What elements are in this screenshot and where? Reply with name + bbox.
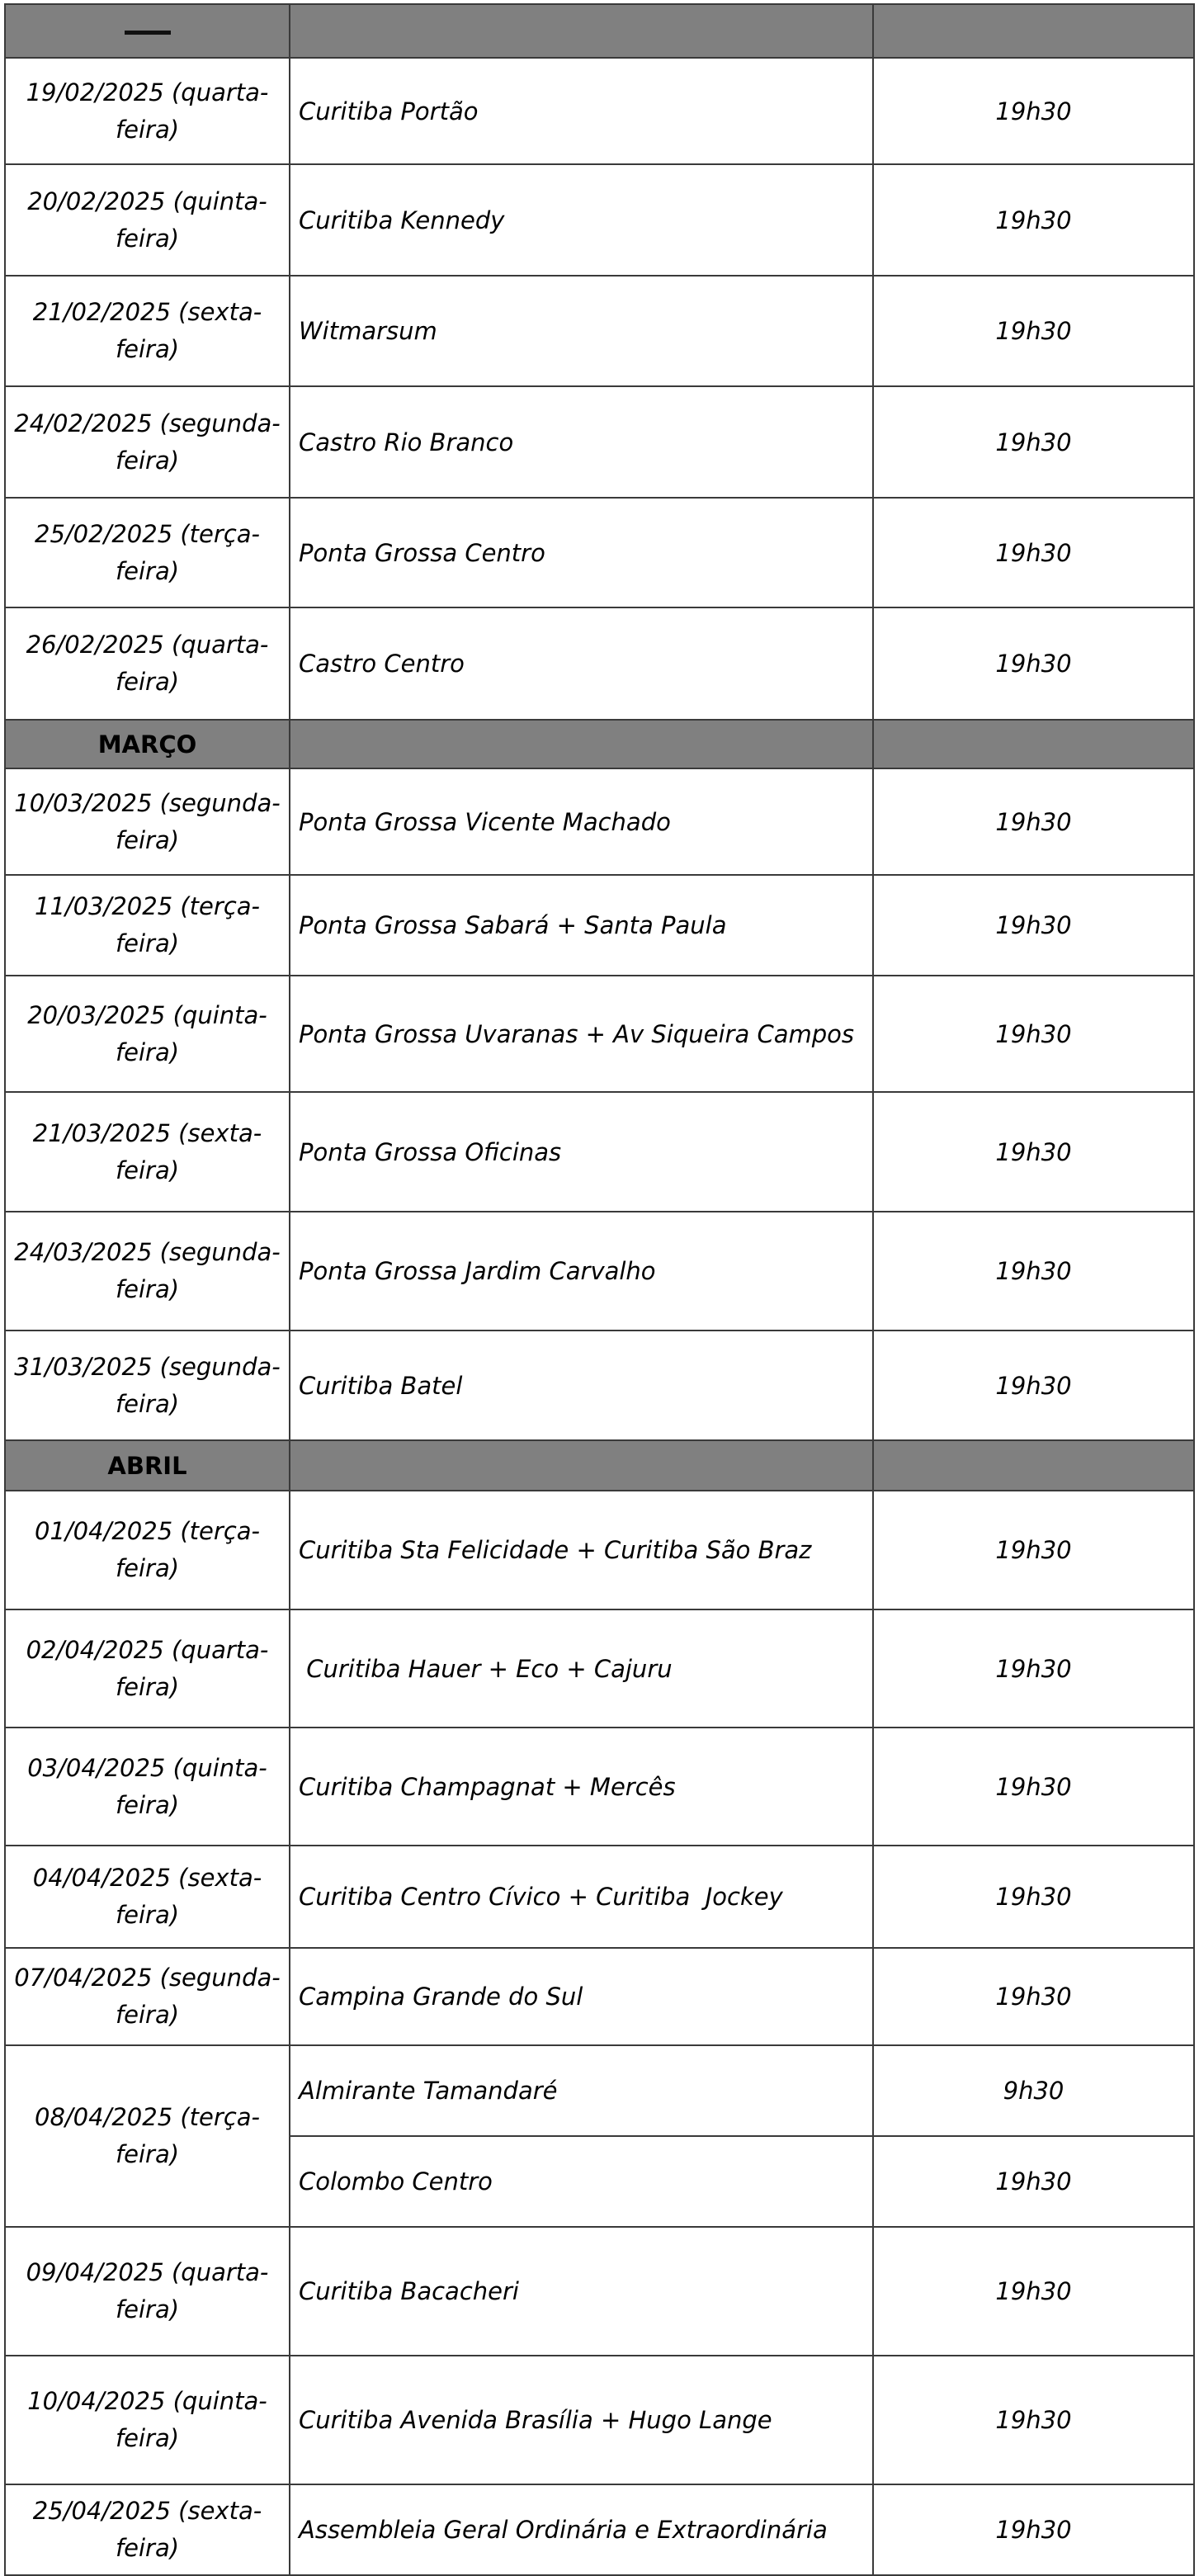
month-header-row xyxy=(5,4,1194,58)
table-row xyxy=(5,1948,1194,2045)
month-header-blank xyxy=(290,1440,873,1491)
date-cell: 07/04/2025 (segunda-feira) xyxy=(5,1948,290,2045)
date-cell: 01/04/2025 (terça-feira) xyxy=(5,1491,290,1609)
time-cell: 19h30 xyxy=(873,1331,1194,1440)
date-cell: 09/04/2025 (quarta-feira) xyxy=(5,2227,290,2356)
location-cell: Curitiba Avenida Brasília + Hugo Lange xyxy=(290,2356,873,2484)
date-cell: 20/03/2025 (quinta-feira) xyxy=(5,976,290,1092)
table-row xyxy=(5,607,1194,720)
location-cell: Curitiba Champagnat + Mercês xyxy=(290,1728,873,1846)
table-row xyxy=(5,164,1194,276)
date-cell: 19/02/2025 (quarta-feira) xyxy=(5,58,290,164)
table-row xyxy=(5,768,1194,875)
table-row xyxy=(5,1728,1194,1846)
time-cell: 19h30 xyxy=(873,2136,1194,2227)
month-header-blank xyxy=(873,1440,1194,1491)
table-row xyxy=(5,976,1194,1092)
schedule-table xyxy=(4,3,1195,2576)
date-cell: 10/04/2025 (quinta-feira) xyxy=(5,2356,290,2484)
month-header-label: ABRIL xyxy=(5,1440,290,1491)
location-cell: Witmarsum xyxy=(290,276,873,386)
table-row xyxy=(5,2227,1194,2356)
time-cell: 19h30 xyxy=(873,1948,1194,2045)
date-cell: 20/02/2025 (quinta-feira) xyxy=(5,164,290,276)
table-row xyxy=(5,1846,1194,1948)
time-cell: 19h30 xyxy=(873,164,1194,276)
time-cell: 19h30 xyxy=(873,768,1194,875)
time-cell: 19h30 xyxy=(873,1092,1194,1212)
location-cell: Colombo Centro xyxy=(290,2136,873,2227)
location-cell: Campina Grande do Sul xyxy=(290,1948,873,2045)
time-cell: 19h30 xyxy=(873,976,1194,1092)
time-cell: 19h30 xyxy=(873,498,1194,607)
location-cell: Ponta Grossa Oficinas xyxy=(290,1092,873,1212)
table-row xyxy=(5,276,1194,386)
table-row xyxy=(5,2045,1194,2136)
date-cell: 25/04/2025 (sexta-feira) xyxy=(5,2484,290,2575)
table-row xyxy=(5,498,1194,607)
table-row xyxy=(5,875,1194,976)
table-row xyxy=(5,1092,1194,1212)
month-header-blank xyxy=(290,4,873,58)
time-cell: 19h30 xyxy=(873,2484,1194,2575)
time-cell: 19h30 xyxy=(873,875,1194,976)
time-cell: 19h30 xyxy=(873,58,1194,164)
date-cell: 03/04/2025 (quinta-feira) xyxy=(5,1728,290,1846)
date-cell: 08/04/2025 (terça-feira) xyxy=(5,2045,290,2227)
time-cell: 19h30 xyxy=(873,1609,1194,1728)
time-cell: 19h30 xyxy=(873,1846,1194,1948)
date-cell: 26/02/2025 (quarta-feira) xyxy=(5,607,290,720)
time-cell: 19h30 xyxy=(873,607,1194,720)
time-cell: 19h30 xyxy=(873,1728,1194,1846)
location-cell: Almirante Tamandaré xyxy=(290,2045,873,2136)
location-cell: Ponta Grossa Uvaranas + Av Siqueira Campos xyxy=(290,976,873,1092)
table-row xyxy=(5,2356,1194,2484)
month-header-blank xyxy=(290,720,873,768)
location-cell: Ponta Grossa Sabará + Santa Paula xyxy=(290,875,873,976)
table-row xyxy=(5,58,1194,164)
location-cell: Castro Centro xyxy=(290,607,873,720)
time-cell: 9h30 xyxy=(873,2045,1194,2136)
location-cell: Curitiba Batel xyxy=(290,1331,873,1440)
month-header-blank xyxy=(873,720,1194,768)
time-cell: 19h30 xyxy=(873,276,1194,386)
date-cell: 24/02/2025 (segunda-feira) xyxy=(5,386,290,498)
location-cell: Curitiba Portão xyxy=(290,58,873,164)
location-cell: Curitiba Hauer + Eco + Cajuru xyxy=(290,1609,873,1728)
date-cell: 24/03/2025 (segunda-feira) xyxy=(5,1212,290,1331)
month-header-row xyxy=(5,720,1194,768)
month-header-label: MARÇO xyxy=(5,720,290,768)
table-row xyxy=(5,386,1194,498)
time-cell: 19h30 xyxy=(873,2356,1194,2484)
time-cell: 19h30 xyxy=(873,1491,1194,1609)
date-cell: 21/03/2025 (sexta-feira) xyxy=(5,1092,290,1212)
date-cell: 11/03/2025 (terça-feira) xyxy=(5,875,290,976)
month-header-blank xyxy=(873,4,1194,58)
location-cell: Ponta Grossa Centro xyxy=(290,498,873,607)
location-cell: Ponta Grossa Jardim Carvalho xyxy=(290,1212,873,1331)
date-cell: 10/03/2025 (segunda-feira) xyxy=(5,768,290,875)
date-cell: 02/04/2025 (quarta-feira) xyxy=(5,1609,290,1728)
location-cell: Curitiba Bacacheri xyxy=(290,2227,873,2356)
table-row xyxy=(5,2484,1194,2575)
table-row xyxy=(5,1331,1194,1440)
date-cell: 21/02/2025 (sexta-feira) xyxy=(5,276,290,386)
location-cell: Ponta Grossa Vicente Machado xyxy=(290,768,873,875)
month-header-label xyxy=(5,4,290,58)
location-cell: Curitiba Sta Felicidade + Curitiba São Braz xyxy=(290,1491,873,1609)
location-cell: Curitiba Kennedy xyxy=(290,164,873,276)
location-cell: Curitiba Centro Cívico + Curitiba Jockey xyxy=(290,1846,873,1948)
date-cell: 04/04/2025 (sexta-feira) xyxy=(5,1846,290,1948)
table-row xyxy=(5,1491,1194,1609)
location-cell: Assembleia Geral Ordinária e Extraordinária xyxy=(290,2484,873,2575)
date-cell: 31/03/2025 (segunda-feira) xyxy=(5,1331,290,1440)
time-cell: 19h30 xyxy=(873,386,1194,498)
month-header-row xyxy=(5,1440,1194,1491)
time-cell: 19h30 xyxy=(873,2227,1194,2356)
table-row xyxy=(5,1212,1194,1331)
location-cell: Castro Rio Branco xyxy=(290,386,873,498)
dash-marker xyxy=(125,31,171,35)
table-row xyxy=(5,1609,1194,1728)
time-cell: 19h30 xyxy=(873,1212,1194,1331)
date-cell: 25/02/2025 (terça-feira) xyxy=(5,498,290,607)
